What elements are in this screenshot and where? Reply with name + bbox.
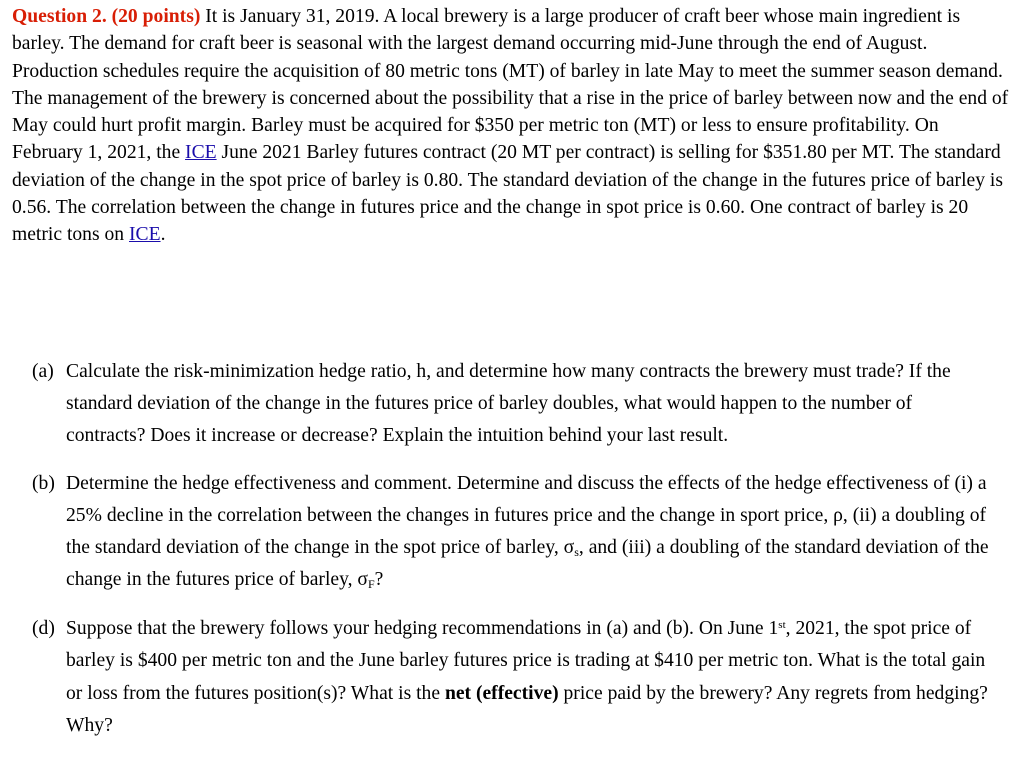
part-b-text-2: , and (iii) a doubling of the standard deviation of the change in the futures price of barley, σ: [66, 536, 989, 590]
part-d-label: (d): [32, 617, 55, 639]
sigma-s-subscript: s: [574, 544, 579, 559]
part-d-text-1: Suppose that the brewery follows your hedging recommendations in (a) and (b). On June 1: [66, 617, 779, 639]
part-b-text-1: Determine the hedge effectiveness and comment. Determine and discuss the effects of the hedge effectiveness of (i) a 25% decline in the correlation between the changes in futures price and the change in sport price, ρ, (ii) a doubling of the standard deviation of the change in the spot price of barley, σ: [66, 473, 987, 558]
ice-link-2[interactable]: ICE: [129, 224, 161, 246]
part-a-label: (a): [32, 361, 54, 382]
part-a-text: Calculate the risk-minimization hedge ratio, h, and determine how many contracts the brewery must trade? If the standard deviation of the change in the futures price of barley doubles, what would happen to the number of contracts? Does it increase or decrease? Explain the intuition behind your last result.: [66, 361, 951, 446]
part-d-text-2: , 2021, the spot price of barley is $400 per metric ton and the June barley futures price is trading at $410 per metric ton. What is the total gain or loss from the futures position(s)? What is the: [66, 617, 986, 704]
sigma-f-subscript: F: [367, 576, 375, 591]
net-effective-bold: net (effective): [444, 682, 559, 704]
ice-link[interactable]: ICE: [185, 142, 217, 164]
document-page: [12, 3, 1012, 249]
ordinal-superscript: st: [778, 618, 786, 631]
part-b-text-3: ?: [374, 568, 384, 590]
intro-text-1: It is January 31, 2019. A local brewery is a large producer of craft beer whose main ingredient is barley. The demand for craft beer is seasonal with the largest demand occurring mid-June through the end of August. Production schedules require the acquisition of 80 metric tons (MT) of barley in late May to meet the summer season demand. The management of the brewery is concerned about the possibility that a rise in the price of barley between now and the end of May could hurt profit margin. Barley must be acquired for $350 per metric ton (MT) or less to ensure profitability. On February 1, 2021, the: [12, 6, 1009, 164]
question-parts: [32, 356, 992, 760]
question-intro: [12, 3, 1012, 249]
part-d-text-3: price paid by the brewery? Any regrets from hedging? Why?: [66, 682, 988, 737]
intro-text-3: .: [160, 224, 166, 246]
part-b-label: (b): [32, 473, 55, 495]
question-heading: Question 2. (20 points): [12, 6, 201, 27]
part-b: [32, 468, 992, 595]
part-a: [32, 356, 992, 451]
part-d: [32, 613, 992, 743]
intro-text-2: June 2021 Barley futures contract (20 MT per contract) is selling for $351.80 per MT. The standard deviation of the change in the spot price of barley is 0.80. The standard deviation of the change in the futures price of barley is 0.56. The correlation between the change in futures price and the change in spot price is 0.60. One contract of barley is 20 metric tons on: [12, 142, 1003, 246]
